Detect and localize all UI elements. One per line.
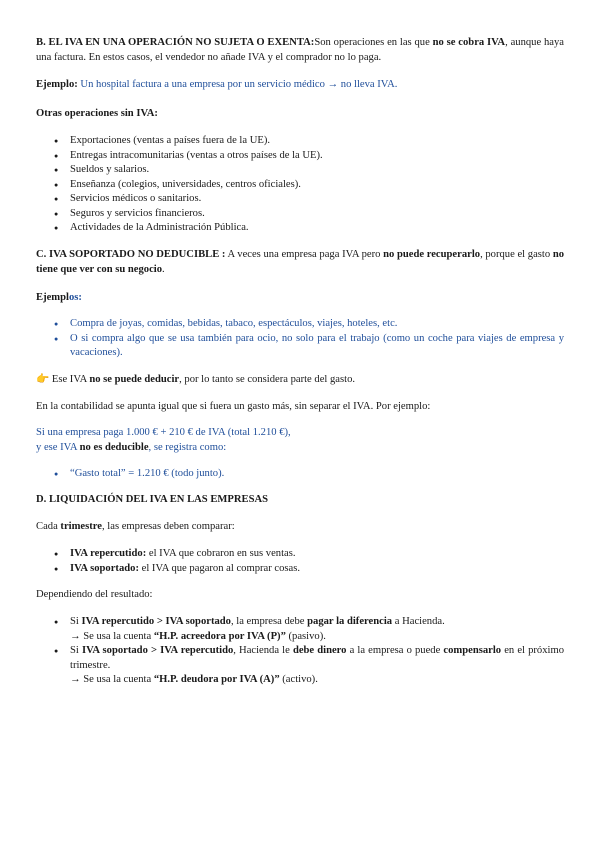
section-b-paragraph <box>36 36 564 65</box>
list-item: ● Servicios médicos o sanitarios. <box>36 192 564 207</box>
section-d-depending: Dependiendo del resultado: <box>36 589 153 600</box>
list-item: ● IVA soportado: el IVA que pagaron al comprar cosas. <box>36 562 564 577</box>
case2-arrow-line: → Se usa la cuenta “H.P. deudora por IVA (A)” (activo). <box>70 674 318 685</box>
section-c-examples-list <box>36 317 564 361</box>
pointing-hand-icon: 👉 <box>36 374 50 385</box>
case1-arrow-line: → Se usa la cuenta “H.P. acreedora por IVA (P)” (pasivo). <box>70 630 326 642</box>
section-c-paragraph: C. IVA SOPORTADO NO DEDUCIBLE : A veces una empresa paga IVA pero no puede recuperarlo, porque el gasto no tiene que ver con su negocio. <box>36 249 565 275</box>
list-item: ● Si IVA soportado > IVA repercutido, Hacienda le debe dinero a la empresa o puede compensarlo en el próximo trimestre. → Se usa la cuenta “H.P. deudora por IVA (A)” (activo). <box>36 644 564 688</box>
section-b-text: Son operaciones en las que <box>314 37 433 48</box>
example-label: Ejemplo: <box>36 79 78 90</box>
section-c-heading: C. IVA SOPORTADO NO DEDUCIBLE : <box>36 249 226 260</box>
section-c-examples-label: Ejemplos: <box>36 292 82 303</box>
section-d-cases-list <box>36 615 564 688</box>
list-item: ● Entregas intracomunitarias (ventas a otros países de la UE). <box>36 149 564 164</box>
list-item: ● Enseñanza (colegios, universidades, centros oficiales). <box>36 178 564 193</box>
section-b-text-end: , aunque haya una factura. En estos casos, el vendedor no añade IVA y el comprador no lo paga. <box>36 37 564 63</box>
other-operations-heading: Otras operaciones sin IVA: <box>36 108 158 119</box>
list-item: ● Sueldos y salarios. <box>36 163 564 178</box>
list-item: ● Compra de joyas, comidas, bebidas, tabaco, espectáculos, viajes, hoteles, etc. <box>36 317 564 332</box>
section-d-intro: Cada trimestre, las empresas deben comparar: <box>36 521 235 532</box>
list-item: ● Exportaciones (ventas a países fuera de la UE). <box>36 134 564 149</box>
list-item: ● O si compra algo que se usa también para ocio, no solo para el trabajo (como un coche para viajes de empresa y vacaciones). <box>36 332 564 361</box>
section-d-compare-list <box>36 547 564 576</box>
list-item: ● Si IVA repercutido > IVA soportado, la empresa debe pagar la diferencia a Hacienda. → Se usa la cuenta “H.P. acreedora por IVA (P)” (pasivo). <box>36 615 564 644</box>
section-c-accounting: En la contabilidad se apunta igual que si fuera un gasto más, sin separar el IVA. Por ejemplo: <box>36 401 431 412</box>
section-c-calc-list <box>36 467 564 482</box>
other-operations-list <box>36 134 564 236</box>
section-c-note: 👉 Ese IVA no se puede deducir, por lo tanto se considera parte del gasto. <box>36 374 356 385</box>
section-c-calc: Si una empresa paga 1.000 € + 210 € de IVA (total 1.210 €), y ese IVA no es deducible, se registra como: <box>36 426 564 455</box>
section-b-example <box>36 78 564 93</box>
calc-line-1: Si una empresa paga 1.000 € + 210 € de IVA (total 1.210 €), <box>36 427 291 438</box>
list-item: ● Actividades de la Administración Pública. <box>36 221 564 236</box>
example-text: Un hospital factura a una empresa por un servicio médico → no lleva IVA. <box>77 79 398 90</box>
section-b-bold: no se cobra IVA <box>432 37 506 48</box>
section-b-heading: B. EL IVA EN UNA OPERACIÓN NO SUJETA O EXENTA: <box>36 37 315 48</box>
list-item: ● “Gasto total” = 1.210 € (todo junto). <box>36 467 564 482</box>
section-d-heading: D. LIQUIDACIÓN DEL IVA EN LAS EMPRESAS <box>36 494 269 505</box>
list-item: ● IVA repercutido: el IVA que cobraron en sus ventas. <box>36 547 564 562</box>
list-item: ● Seguros y servicios financieros. <box>36 207 564 222</box>
